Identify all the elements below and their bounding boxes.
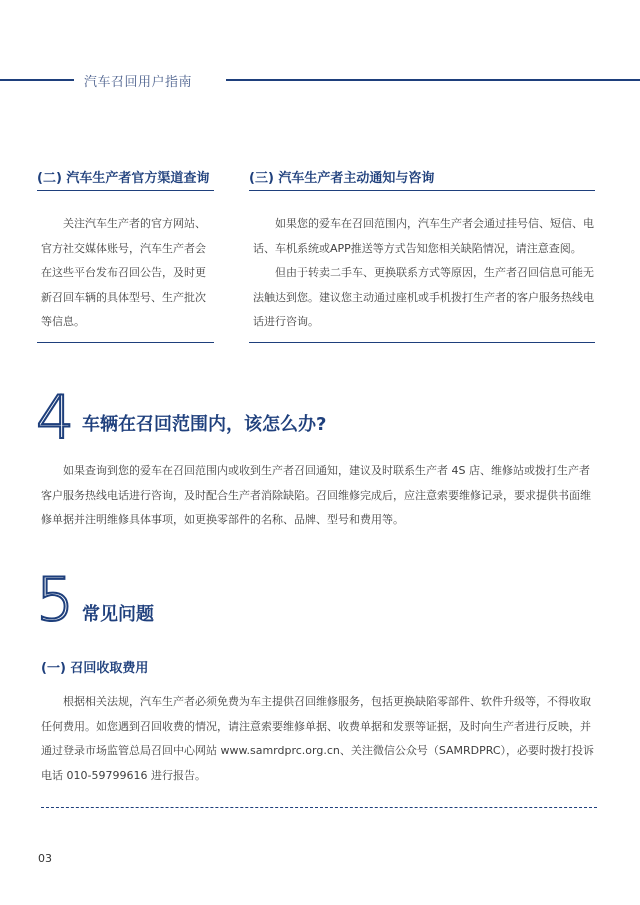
column-paragraph: 如果您的爱车在召回范围内，汽车生产者会通过挂号信、短信、电话、车机系统或APP推送等方式告知您相关缺陷情况，请注意查阅。 xyxy=(253,217,594,255)
column-heading-official-channels: (二) 汽车生产者官方渠道查询 xyxy=(37,171,210,186)
column-bottom-rule xyxy=(249,342,595,343)
column-heading-manufacturer-notice: (三) 汽车生产者主动通知与咨询 xyxy=(249,171,435,186)
section-title-4: 车辆在召回范围内，该怎么办? xyxy=(82,414,327,435)
section-title-5: 常见问题 xyxy=(82,604,154,625)
column-paragraph: 关注汽车生产者的官方网站、官方社交媒体账号，汽车生产者会在这些平台发布召回公告，及时更新召回车辆的具体型号、生产批次等信息。 xyxy=(41,217,206,328)
column-bottom-rule xyxy=(37,342,214,343)
section-4-paragraph: 如果查询到您的爱车在召回范围内或收到生产者召回通知，建议及时联系生产者 4S 店、维修站或拨打生产者客户服务热线电话进行咨询，及时配合生产者消除缺陷。召回维修完成后，应注意索要维修记录，要求提供书面维修单据并注明维修具体事项，如更换零部件的名称、品牌、型号和费用等。 xyxy=(41,464,591,526)
section-5-paragraph: 根据相关法规，汽车生产者必须免费为车主提供召回维修服务，包括更换缺陷零部件、软件升级等，不得收取任何费用。如您遇到召回收费的情况，请注意索要维修单据、收费单据和发票等证据，及时向生产者进行反映，并通过登录市场监管总局召回中心网站 www.samrdprc.org.cn、关注微信公众号（SAMRDPRC），必要时拨打投诉电话 010-59799616 进行报告。 xyxy=(41,695,595,782)
section-number-4: 4 xyxy=(36,383,75,453)
page-number: 03 xyxy=(38,852,52,865)
section-4-body xyxy=(41,459,597,533)
section-5-bottom-rule xyxy=(41,807,597,808)
column-body-official-channels xyxy=(41,212,213,335)
section-5-body xyxy=(41,690,597,788)
header-rule-right xyxy=(226,79,640,81)
header-rule-left xyxy=(0,79,74,81)
column-body-manufacturer-notice xyxy=(253,212,595,335)
column-heading-rule xyxy=(249,190,595,191)
subheading-recall-fees: (一) 召回收取费用 xyxy=(41,661,149,676)
document-title: 汽车召回用户指南 xyxy=(84,75,193,90)
column-paragraph: 但由于转卖二手车、更换联系方式等原因，生产者召回信息可能无法触达到您。建议您主动通过座机或手机拨打生产者的客户服务热线电话进行咨询。 xyxy=(253,266,594,328)
column-heading-rule xyxy=(37,190,214,191)
section-number-5: 5 xyxy=(36,565,75,635)
